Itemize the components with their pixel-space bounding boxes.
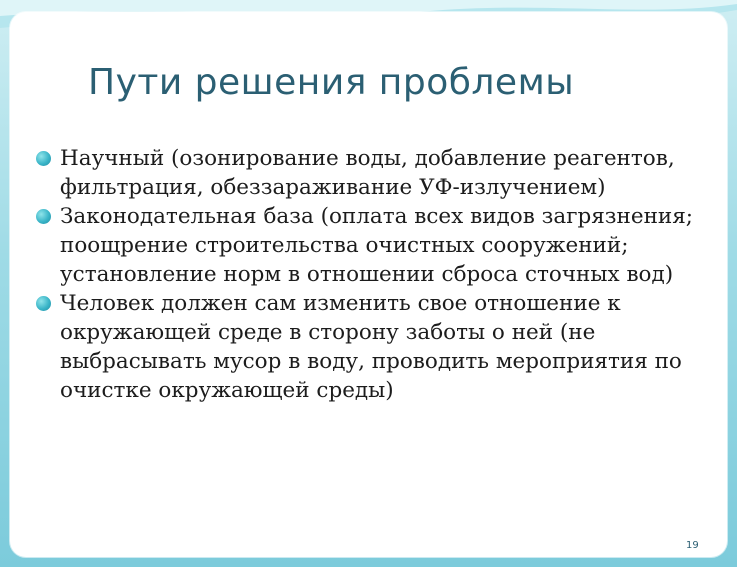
bullet-icon: [36, 209, 51, 224]
bullet-list: [36, 144, 706, 405]
bullet-text: Научный (озонирование воды, добавление реагентов, фильтрация, обеззараживание УФ-излучением): [60, 146, 675, 200]
bullet-icon: [36, 151, 51, 166]
bullet-item: [36, 202, 706, 289]
page-number: 19: [686, 540, 699, 551]
slide-title: Пути решения проблемы: [88, 62, 575, 103]
bullet-icon: [36, 296, 51, 311]
bullet-text: Законодательная база (оплата всех видов загрязнения; поощрение строительства очистных сооружений; установление норм в отношении сброса сточных вод): [60, 204, 694, 287]
bullet-text: Человек должен сам изменить свое отношение к окружающей среде в сторону заботы о ней (не выбрасывать мусор в воду, проводить мероприятия по очистке окружающей среды): [60, 291, 682, 403]
bullet-item: [36, 289, 706, 405]
bullet-item: [36, 144, 706, 202]
